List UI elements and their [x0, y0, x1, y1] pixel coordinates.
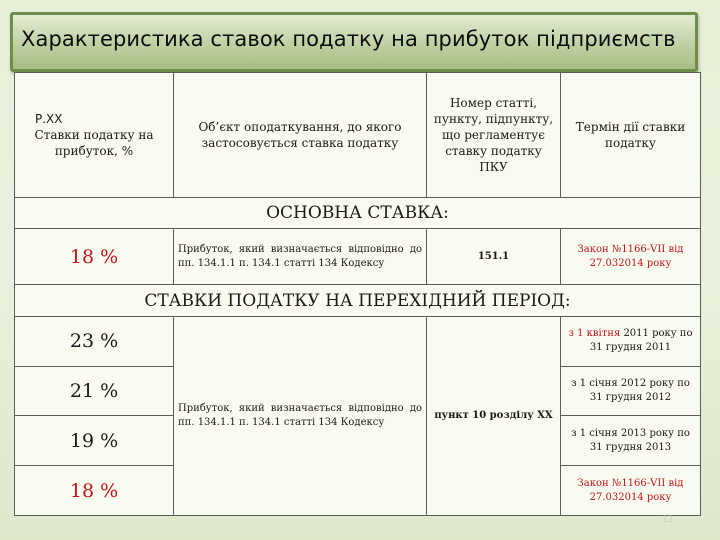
table-row — [15, 316, 701, 366]
page-number: 12 — [662, 515, 674, 525]
transition-object-cell: Прибуток, який визначається відповідно до пп. 134.1.1 п. 134.1 статті 134 Кодексу — [174, 316, 427, 515]
section-row-basic — [15, 197, 701, 228]
slide-title: Характеристика ставок податку на прибуток підприємств — [21, 27, 676, 51]
header-article: Номер статті, пункту, підпункту, що регламентує ставку податку ПКУ — [427, 73, 561, 198]
term-cell — [561, 316, 701, 366]
header-row — [15, 73, 701, 198]
section-row-transition — [15, 285, 701, 316]
tax-rates-table — [14, 72, 701, 516]
article-cell: 151.1 — [427, 229, 561, 285]
header-rate: Ставки податку на прибуток, % — [34, 127, 154, 158]
slide-title-bar — [10, 12, 698, 72]
section-title-transition: СТАВКИ ПОДАТКУ НА ПЕРЕХІДНИЙ ПЕРІОД: — [15, 285, 701, 316]
header-code: Р.ХХ — [35, 111, 63, 126]
rate-cell: 18 % — [15, 229, 174, 285]
rate-cell: 19 % — [15, 416, 174, 466]
transition-article-cell: пункт 10 розділу ХХ — [427, 316, 561, 515]
term-prefix: з 1 квітня — [568, 328, 621, 340]
header-rate-cell — [15, 73, 174, 198]
rate-cell: 23 % — [15, 316, 174, 366]
header-term: Термін дії ставки податку — [561, 73, 701, 198]
header-object: Об’єкт оподаткування, до якого застосовується ставка податку — [174, 73, 427, 198]
term-cell: з 1 січня 2012 року по 31 грудня 2012 — [561, 366, 701, 416]
object-cell: Прибуток, який визначається відповідно до пп. 134.1.1 п. 134.1 статті 134 Кодексу — [174, 229, 427, 285]
term-rest: 2011 року по 31 грудня 2011 — [589, 328, 693, 354]
term-cell: Закон №1166-VII від 27.032014 року — [561, 229, 701, 285]
section-title-basic: ОСНОВНА СТАВКА: — [15, 197, 701, 228]
rate-cell: 21 % — [15, 366, 174, 416]
rate-cell: 18 % — [15, 466, 174, 516]
term-cell: Закон №1166-VII від 27.032014 року — [561, 466, 701, 516]
table-row — [15, 229, 701, 285]
term-cell: з 1 січня 2013 року по 31 грудня 2013 — [561, 416, 701, 466]
